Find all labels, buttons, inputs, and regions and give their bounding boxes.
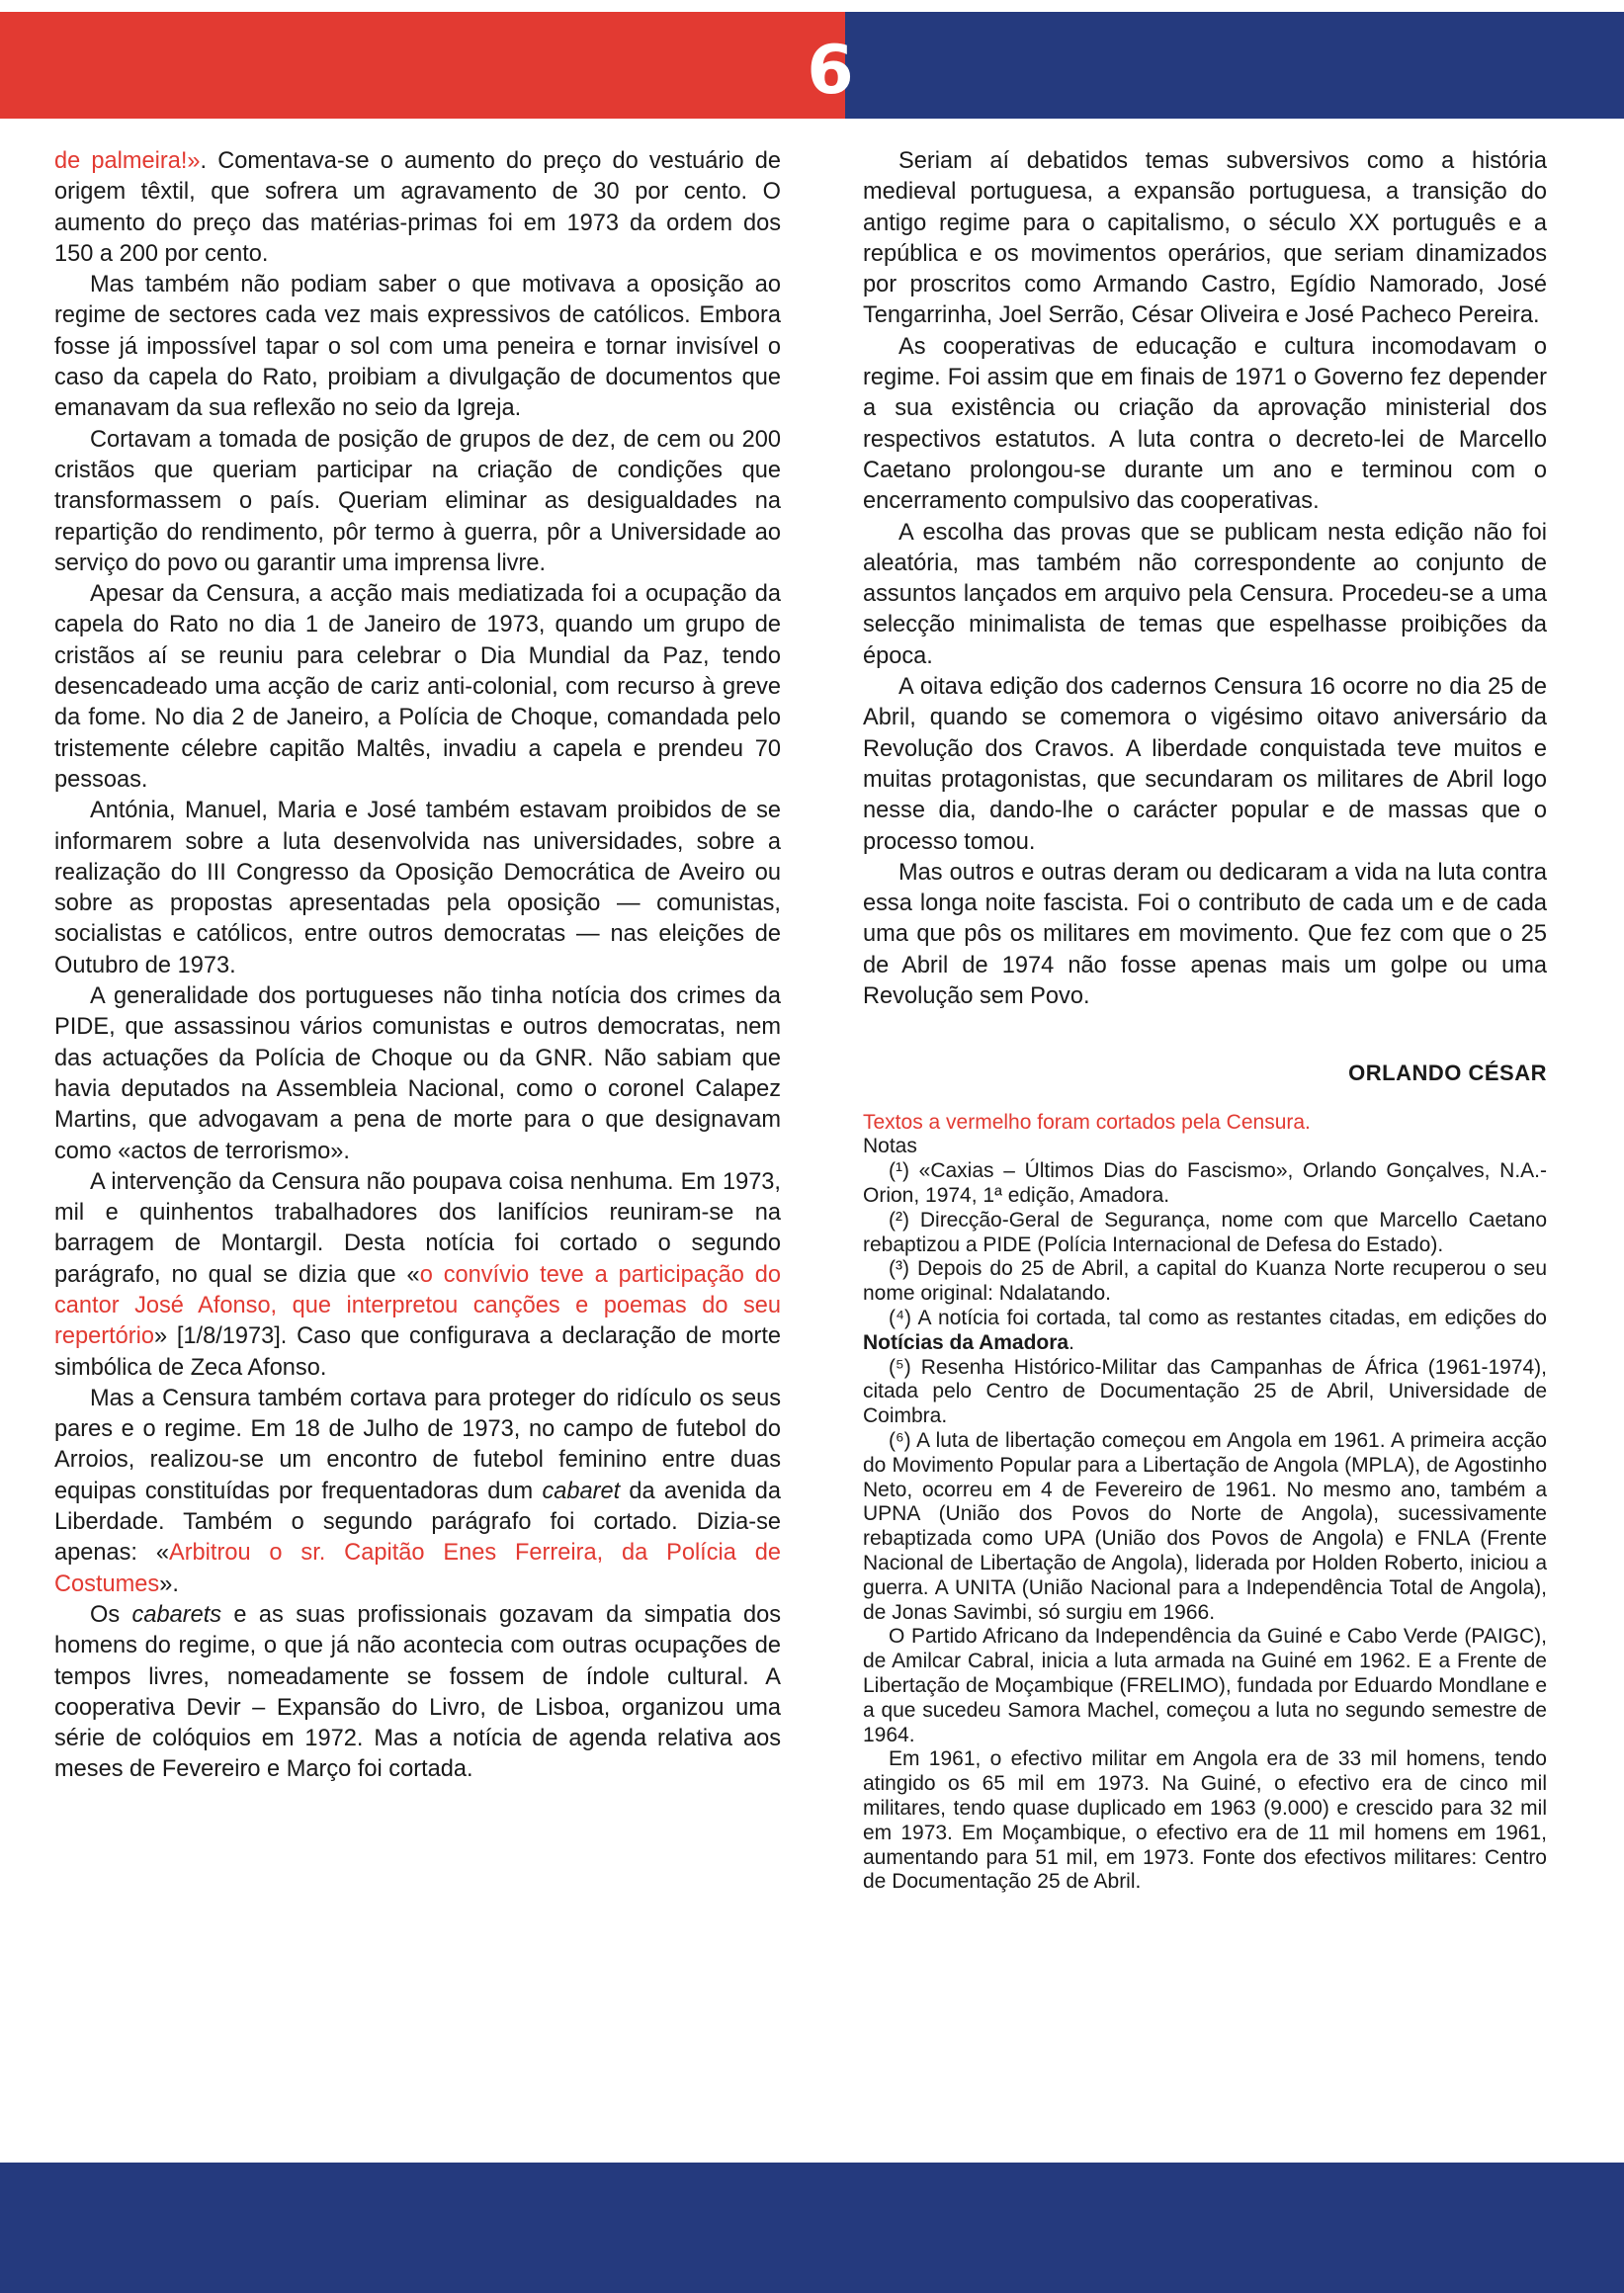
footnote-text: . xyxy=(1068,1330,1074,1354)
paragraph: Mas outros e outras deram ou dedicaram a vida na luta contra essa longa noite fascista. Foi o contributo de cada um e de cada uma que pôs os militares em movimento. Que fez com que o 25 de Abril de 1974 não fosse apenas mais um golpe ou uma Revolução sem Povo. xyxy=(863,859,1547,1010)
notes-heading: Notas xyxy=(863,1135,917,1158)
paragraph: Seriam aí debatidos temas subversivos como a história medieval portuguesa, a expansão portuguesa, a transição do antigo regime para o capitalismo, o século XX português e a república e os movimentos operários, que seriam dinamizados por proscritos como Armando Castro, Egídio Namorado, José Tengarrinha, Joel Serrão, César Oliveira e José Pacheco Pereira. xyxy=(863,148,1547,329)
footnote: Em 1961, o efectivo militar em Angola era de 33 mil homens, tendo atingido os 65 mil em 1973. Na Guiné, o efectivo era de cinco mil militares, tendo quase duplicado em 1963 (9.000) e crescido para 32 mil em 1973. Em Moçambique, o efectivo era de 11 mil homens em 1961, aumentando para 51 mil, em 1973. Fonte dos efectivos militares: Centro de Documentação 25 de Abril. xyxy=(863,1747,1547,1894)
footnote: (³) Depois do 25 de Abril, a capital do Kuanza Norte recuperou o seu nome original: Ndalatando. xyxy=(863,1257,1547,1306)
page-number: 6 xyxy=(807,32,854,110)
paragraph xyxy=(54,1384,781,1600)
header-red-band xyxy=(0,12,845,119)
paragraph-text: Mas a Censura também cortava para proteger do ridículo os seus pares e o regime. Em 18 de Julho de 1973, no campo de futebol do Arroios, realizou-se um encontro de futebol feminino entre duas equipas constituídas por frequentadoras dum xyxy=(54,1385,781,1504)
footnote: O Partido Africano da Independência da Guiné e Cabo Verde (PAIGC), de Amilcar Cabral, inicia a luta armada na Guiné em 1962. E a Frente de Libertação de Moçambique (FRELIMO), fundada por Eduardo Mondlane e a que sucedeu Samora Machel, começou a luta no segundo semestre de 1964. xyxy=(863,1625,1547,1746)
paragraph-text: » [1/8/1973]. Caso que configurava a declaração de morte simbólica de Zeca Afonso. xyxy=(54,1323,781,1381)
paragraph: A oitava edição dos cadernos Censura 16 ocorre no dia 25 de Abril, quando se comemora o vigésimo oitavo aniversário da Revolução dos Cravos. A liberdade conquistada teve muitos e muitas protagonistas, que secundaram os militares de Abril logo nesse dia, dando-lhe o carácter popular e de massas que o processo tomou. xyxy=(863,674,1547,855)
publication-title: Notícias da Amadora xyxy=(863,1330,1069,1354)
footnote: (⁵) Resenha Histórico-Militar das Campanhas de África (1961-1974), citada pelo Centro de Documentação 25 de Abril, Universidade de Coimbra. xyxy=(863,1355,1547,1428)
notes-section xyxy=(863,1111,1547,1896)
paragraph-text: e as suas profissionais gozavam da simpatia dos homens do regime, o que já não acontecia com outras ocupações de tempos livres, nomeadamente se fossem de índole cultural. A cooperativa Devir – Expansão do Livro, de Lisboa, organizou uma série de colóquios em 1972. Mas a notícia de agenda relativa aos meses de Fevereiro e Março foi cortada. xyxy=(54,1601,781,1783)
footnote: (²) Direcção-Geral de Segurança, nome com que Marcello Caetano rebaptizou a PIDE (Polícia Internacional de Defesa do Estado). xyxy=(863,1208,1547,1256)
paragraph: Mas também não podiam saber o que motivava a oposição ao regime de sectores cada vez mais expressivos de católicos. Embora fosse já impossível tapar o sol com uma peneira e tornar invisível o caso da capela do Rato, proibiam a divulgação de documentos que emanavam da sua reflexão no seio da Igreja. xyxy=(54,272,781,422)
censorship-legend: Textos a vermelho foram cortados pela Censura. xyxy=(863,1110,1311,1134)
footnote xyxy=(863,1307,1547,1356)
footnote: (⁶) A luta de libertação começou em Angola em 1961. A primeira acção do Movimento Popular para a Libertação de Angola (MPLA), de Agostinho Neto, ocorreu em 4 de Fevereiro de 1961. No mesmo ano, também a UPNA (União dos Povos do Norte de Angola), sucessivamente rebaptizada como UPA (União dos Povos de Angola) e FNLA (Frente Nacional de Libertação de Angola), liderada por Holden Roberto, iniciou a guerra. A UNITA (União Nacional para a Independência Total de Angola), de Jonas Savimbi, só surgiu em 1966. xyxy=(863,1428,1547,1624)
author-signature: ORLANDO CÉSAR xyxy=(1348,1061,1547,1086)
paragraph xyxy=(54,146,781,270)
left-column xyxy=(54,146,781,1786)
paragraph: A generalidade dos portugueses não tinha notícia dos crimes da PIDE, que assassinou vários comunistas e outros democratas, nem das actuações da Polícia de Choque ou da GNR. Não sabiam que havia deputados na Assembleia Nacional, como o coronel Calapez Martins, que advogavam a pena de morte para o que designavam como «actos de terrorismo». xyxy=(54,983,781,1164)
paragraph: Cortavam a tomada de posição de grupos de dez, de cem ou 200 cristãos que queriam participar na criação de condições que transformassem o país. Queriam eliminar as desigualdades na repartição do rendimento, pôr termo à guerra, pôr a Universidade ao serviço do povo ou garantir uma imprensa livre. xyxy=(54,426,781,576)
right-column xyxy=(863,146,1547,1895)
paragraph xyxy=(54,1167,781,1384)
paragraph: As cooperativas de educação e cultura incomodavam o regime. Foi assim que em finais de 1971 o Governo fez depender a sua existência ou criação da aprovação ministerial dos respectivos estatutos. A luta contra o decreto-lei de Marcello Caetano prolongou-se durante um ano e terminou com o encerramento compulsivo das cooperativas. xyxy=(863,333,1547,515)
footnote: (¹) «Caxias – Últimos Dias do Fascismo», Orlando Gonçalves, N.A.-Orion, 1974, 1ª edição, Amadora. xyxy=(863,1159,1547,1207)
censored-text: de palmeira!» xyxy=(54,148,201,174)
footer-bar xyxy=(0,2163,1624,2293)
paragraph-text: . Comentava-se o aumento do preço do vestuário de origem têxtil, que sofrera um agravamento de 30 por cento. O aumento do preço das matérias-primas foi em 1973 da ordem dos 150 a 200 por cento. xyxy=(54,148,781,267)
paragraph: Antónia, Manuel, Maria e José também estavam proibidos de se informarem sobre a luta desenvolvida nas universidades, sobre a realização do III Congresso da Oposição Democrática de Aveiro ou sobre as propostas apresentadas pela oposição — comunistas, socialistas e católicos, entre outros democratas — nas eleições de Outubro de 1973. xyxy=(54,798,781,978)
censored-text: Arbitrou o sr. Capitão Enes Ferreira, da Polícia de Costumes xyxy=(54,1540,781,1597)
italic-word: cabaret xyxy=(542,1478,621,1504)
paragraph-text: ». xyxy=(159,1571,179,1597)
paragraph-text: da avenida da Liberdade. Também o segundo parágrafo foi cortado. Dizia-se apenas: « xyxy=(54,1478,781,1567)
censored-text: o convívio teve a participação do cantor José Afonso, que interpretou canções e poemas do seu repertório xyxy=(54,1261,781,1350)
paragraph-text: A intervenção da Censura não poupava coisa nenhuma. Em 1973, mil e quinhentos trabalhadores dos lanifícios reuniram-se na barragem de Montargil. Desta notícia foi cortado o segundo parágrafo, no qual se dizia que « xyxy=(54,1168,781,1288)
header-blue-band xyxy=(845,12,1624,119)
italic-word: cabarets xyxy=(131,1601,222,1628)
footnote-text: (⁴) A notícia foi cortada, tal como as restantes citadas, em edições do xyxy=(889,1306,1547,1329)
paragraph: Apesar da Censura, a acção mais mediatizada foi a ocupação da capela do Rato no dia 1 de Janeiro de 1973, quando um grupo de cristãos aí se reuniu para celebrar o Dia Mundial da Paz, tendo desencadeado uma acção de cariz anti-colonial, com recurso à greve da fome. No dia 2 de Janeiro, a Polícia de Choque, comandada pelo tristemente célebre capitão Maltês, invadiu a capela e prendeu 70 pessoas. xyxy=(54,581,781,793)
paragraph-text: Os xyxy=(90,1601,132,1628)
paragraph: A escolha das provas que se publicam nesta edição não foi aleatória, mas também não correspondente ao conjunto de assuntos lançados em arquivo pela Censura. Procedeu-se a uma selecção minimalista de temas que espelhasse proibições da época. xyxy=(863,519,1547,669)
paragraph xyxy=(54,1600,781,1786)
